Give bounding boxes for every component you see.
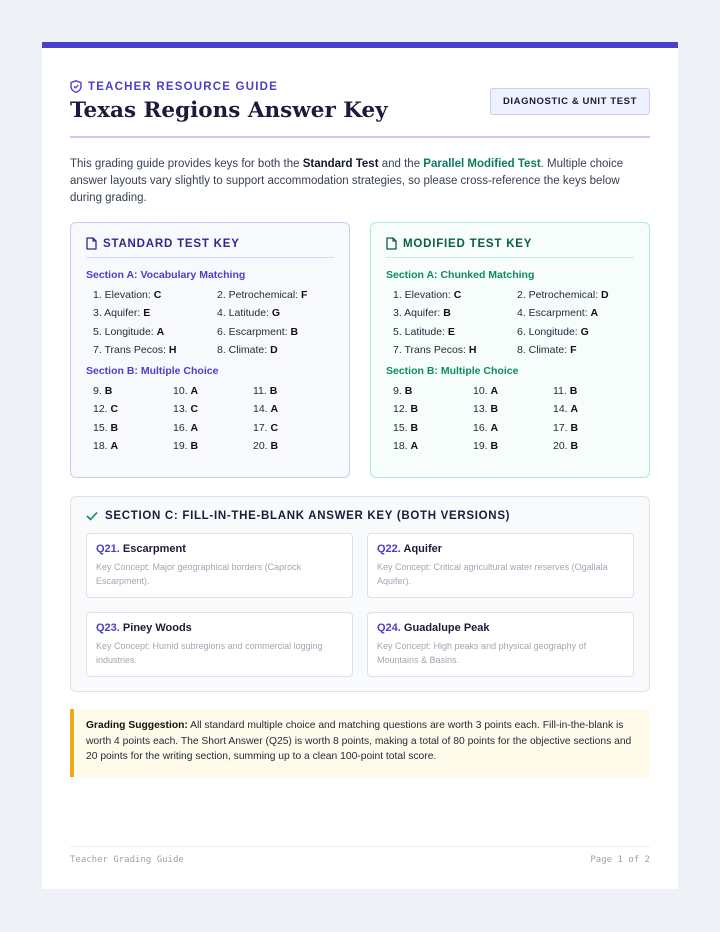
- section-a-answers: [386, 286, 634, 359]
- answer-letter: E: [143, 307, 151, 320]
- answer-label: 5. Latitude:: [393, 325, 448, 338]
- answer-letter: B: [490, 440, 499, 453]
- answer-letter: B: [410, 403, 419, 416]
- answer-item: [93, 304, 217, 322]
- answer-item: [173, 419, 253, 437]
- answer-item: [93, 286, 217, 304]
- answer-letter: B: [190, 440, 199, 453]
- intro-standard-term: Standard Test: [302, 158, 379, 170]
- answer-item: [393, 341, 517, 359]
- answer-item: [253, 400, 333, 418]
- answer-label: 16.: [473, 421, 491, 434]
- answer-letter: C: [453, 289, 462, 301]
- answer-label: 7. Trans Pecos:: [393, 343, 469, 356]
- answer-label: 19.: [173, 440, 191, 453]
- test-type-badge: DIAGNOSTIC & UNIT TEST: [490, 88, 650, 115]
- answer-label: 16.: [173, 421, 191, 434]
- answer-letter: A: [270, 403, 279, 416]
- question-number: Q21.: [96, 543, 120, 555]
- answer-item: [393, 437, 473, 455]
- fill-in-blank-card: [367, 612, 634, 677]
- answer-letter: B: [290, 325, 299, 338]
- answer-label: 1. Elevation:: [93, 289, 154, 301]
- answer-label: 6. Escarpment:: [217, 325, 291, 338]
- section-b-answers: [86, 382, 334, 455]
- check-icon: [86, 511, 98, 521]
- answer-item: [217, 304, 341, 322]
- section-c-heading: [86, 510, 634, 522]
- answer-letter: B: [270, 440, 279, 453]
- question-number: Q23.: [96, 622, 120, 634]
- answer-letter: A: [156, 325, 165, 338]
- answer-item: [553, 382, 633, 400]
- page-title: Texas Regions Answer Key: [70, 98, 388, 123]
- answer-item: [553, 419, 633, 437]
- grading-suggestion: [70, 709, 650, 777]
- answer-label: 11.: [553, 385, 570, 398]
- answer-item: [393, 382, 473, 400]
- answer-letter: C: [110, 403, 119, 416]
- eyebrow-label: TEACHER RESOURCE GUIDE: [88, 80, 278, 93]
- answer-letter: C: [153, 289, 162, 301]
- answer-label: 14.: [253, 403, 271, 416]
- answer-label: 12.: [393, 403, 411, 416]
- modified-key-title: MODIFIED TEST KEY: [403, 237, 533, 250]
- section-b-label: Section B: Multiple Choice: [386, 365, 519, 378]
- answer-label: 20.: [553, 440, 571, 453]
- answer-letter: H: [168, 343, 177, 356]
- answer-label: 2. Petrochemical:: [217, 289, 302, 301]
- standard-test-key: [70, 222, 350, 478]
- footer-title: Teacher Grading Guide: [70, 855, 184, 865]
- answer-letter: G: [271, 307, 281, 320]
- answer-letter: E: [447, 325, 455, 338]
- answer-label: 15.: [93, 421, 111, 434]
- answer-item: [393, 323, 517, 341]
- page-header: [70, 80, 650, 138]
- question-answer: [377, 543, 624, 555]
- answer-label: 17.: [553, 421, 571, 434]
- answer-label: 3. Aquifer:: [393, 307, 444, 320]
- section-b-answers: [386, 382, 634, 455]
- answer-letter: A: [490, 421, 499, 434]
- intro-text: . Multiple choice answer layouts vary slightly to support accommodation strategies, so please cross-reference the keys below during grading.: [70, 158, 624, 204]
- answer-item: [93, 323, 217, 341]
- answer-label: 13.: [473, 403, 491, 416]
- modified-key-heading: [386, 237, 634, 258]
- key-concept: Key Concept: High peaks and physical geography of Mountains & Basins.: [377, 641, 587, 665]
- standard-key-title: STANDARD TEST KEY: [103, 237, 240, 250]
- answer-term: Piney Woods: [122, 622, 192, 634]
- fill-in-blank-card: [86, 612, 353, 677]
- answer-label: 17.: [253, 421, 271, 434]
- page-footer: [70, 846, 650, 865]
- answer-letter: H: [468, 343, 477, 356]
- answer-letter: A: [490, 385, 499, 398]
- answer-label: 7. Trans Pecos:: [93, 343, 169, 356]
- fill-in-blank-answers: [86, 533, 634, 677]
- answer-item: [253, 437, 333, 455]
- question-number: Q22.: [377, 543, 401, 555]
- answer-letter: C: [270, 421, 279, 434]
- answer-term: Aquifer: [403, 543, 443, 555]
- answer-item: [517, 304, 641, 322]
- shield-icon: [70, 80, 82, 93]
- intro-text: and the: [378, 158, 424, 170]
- answer-label: 13.: [173, 403, 191, 416]
- answer-item: [93, 419, 173, 437]
- answer-letter: B: [110, 421, 119, 434]
- answer-letter: B: [570, 440, 579, 453]
- intro-text: This grading guide provides keys for both the: [70, 158, 303, 170]
- answer-label: 6. Longitude:: [517, 325, 581, 338]
- answer-label: 10.: [173, 385, 191, 398]
- answer-item: [217, 323, 341, 341]
- answer-item: [473, 400, 553, 418]
- answer-item: [517, 341, 641, 359]
- modified-test-key: [370, 222, 650, 478]
- grading-note-label: Grading Suggestion:: [86, 720, 188, 731]
- answer-item: [517, 323, 641, 341]
- answer-letter: C: [190, 403, 199, 416]
- grading-note-text: All standard multiple choice and matching questions are worth 3 points each. Fill-in-the-blank is worth 4 points each. The Short Answer (Q25) is worth 8 points, making a total of 80 points for the objective sections and 20 points for the writing section, summing up to a clean 100-point total score.: [86, 720, 632, 762]
- answer-label: 15.: [393, 421, 411, 434]
- answer-item: [473, 419, 553, 437]
- answer-label: 14.: [553, 403, 571, 416]
- answer-letter: B: [269, 385, 278, 398]
- answer-label: 12.: [93, 403, 111, 416]
- answer-letter: A: [190, 421, 199, 434]
- section-a-answers: [86, 286, 334, 359]
- intro-paragraph: [70, 156, 650, 207]
- key-concept: Key Concept: Critical agricultural water reserves (Ogallala Aquifer).: [377, 562, 608, 586]
- key-concept: Key Concept: Humid subregions and commercial logging industries.: [96, 641, 323, 665]
- answer-item: [253, 382, 333, 400]
- answer-item: [393, 286, 517, 304]
- answer-letter: A: [110, 440, 119, 453]
- answer-item: [393, 400, 473, 418]
- answer-letter: B: [443, 307, 451, 320]
- answer-item: [553, 437, 633, 455]
- answer-label: 9.: [393, 385, 405, 398]
- answer-letter: D: [270, 343, 278, 356]
- answer-key-page: [42, 42, 678, 889]
- section-a-label: Section A: Chunked Matching: [386, 269, 535, 281]
- answer-label: 18.: [393, 440, 411, 453]
- answer-item: [93, 341, 217, 359]
- answer-label: 20.: [253, 440, 271, 453]
- answer-label: 4. Escarpment:: [517, 307, 591, 320]
- answer-item: [173, 437, 253, 455]
- answer-label: 10.: [473, 385, 491, 398]
- answer-label: 4. Latitude:: [217, 307, 272, 320]
- answer-item: [173, 400, 253, 418]
- answer-letter: A: [570, 403, 579, 416]
- question-answer: [96, 622, 343, 634]
- answer-label: 18.: [93, 440, 111, 453]
- answer-item: [473, 382, 553, 400]
- section-a-label: Section A: Vocabulary Matching: [86, 269, 246, 281]
- answer-letter: B: [569, 385, 578, 398]
- answer-item: [217, 286, 341, 304]
- answer-letter: A: [410, 440, 419, 453]
- answer-item: [173, 382, 253, 400]
- document-icon: [86, 237, 97, 250]
- answer-item: [253, 419, 333, 437]
- document-icon: [386, 237, 397, 250]
- answer-letter: A: [590, 307, 599, 320]
- answer-letter: F: [301, 289, 308, 301]
- answer-item: [93, 400, 173, 418]
- standard-key-heading: [86, 237, 334, 258]
- answer-item: [93, 382, 173, 400]
- key-concept: Key Concept: Major geographical borders (Caprock Escarpment).: [96, 562, 302, 586]
- answer-label: 5. Longitude:: [93, 325, 157, 338]
- answer-letter: B: [104, 385, 113, 398]
- fill-in-blank-card: [367, 533, 634, 598]
- answer-item: [93, 437, 173, 455]
- fill-in-blank-card: [86, 533, 353, 598]
- answer-label: 1. Elevation:: [393, 289, 454, 301]
- answer-label: 3. Aquifer:: [93, 307, 144, 320]
- answer-letter: D: [601, 289, 609, 301]
- answer-letter: A: [190, 385, 199, 398]
- answer-label: 8. Climate:: [517, 343, 571, 356]
- answer-label: 19.: [473, 440, 491, 453]
- answer-letter: B: [404, 385, 413, 398]
- answer-letter: B: [410, 421, 419, 434]
- question-number: Q24.: [377, 622, 401, 634]
- intro-modified-term: Parallel Modified Test: [423, 158, 541, 170]
- answer-item: [553, 400, 633, 418]
- section-b-label: Section B: Multiple Choice: [86, 365, 219, 378]
- answer-label: 11.: [253, 385, 270, 398]
- section-c-title: SECTION C: FILL-IN-THE-BLANK ANSWER KEY (BOTH VERSIONS): [105, 510, 511, 522]
- answer-letter: G: [580, 325, 589, 338]
- answer-label: 9.: [93, 385, 105, 398]
- page-number: Page 1 of 2: [590, 855, 650, 865]
- answer-item: [393, 419, 473, 437]
- answer-item: [217, 341, 341, 359]
- answer-letter: B: [490, 403, 499, 416]
- question-answer: [96, 543, 343, 555]
- section-c-panel: [70, 496, 650, 692]
- answer-item: [393, 304, 517, 322]
- answer-item: [517, 286, 641, 304]
- answer-item: [473, 437, 553, 455]
- answer-letter: B: [570, 421, 579, 434]
- answer-term: Escarpment: [122, 543, 186, 555]
- answer-label: 2. Petrochemical:: [517, 289, 602, 301]
- answer-letter: F: [570, 343, 577, 356]
- question-answer: [377, 622, 624, 634]
- answer-term: Guadalupe Peak: [403, 622, 490, 634]
- answer-label: 8. Climate:: [217, 343, 271, 356]
